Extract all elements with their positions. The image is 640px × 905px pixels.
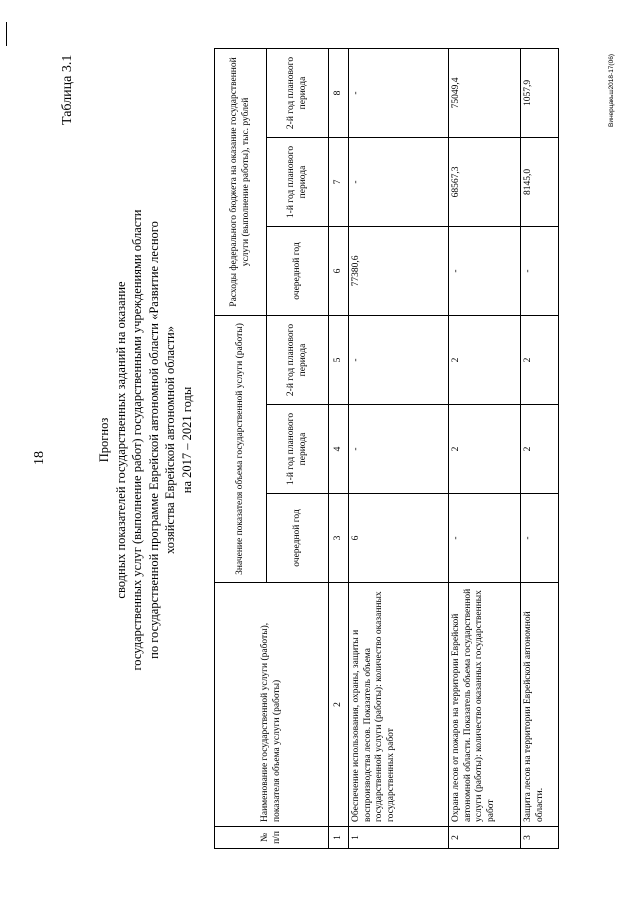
row-num: 1 — [349, 827, 449, 849]
header-sub: 1-й год планового периода — [267, 137, 329, 226]
row-value: - — [349, 405, 449, 494]
row-value: 2 — [521, 315, 559, 404]
index-cell: 7 — [329, 137, 349, 226]
row-value: 77380,6 — [349, 226, 449, 315]
index-cell: 3 — [329, 494, 349, 583]
row-value: 8145,0 — [521, 137, 559, 226]
row-value: 2 — [449, 315, 521, 404]
header-name: Наименование государственной услуги (работы), показателя объема услуги (работы) — [215, 583, 329, 827]
index-cell: 8 — [329, 48, 349, 137]
row-value: - — [349, 137, 449, 226]
forecast-table — [214, 48, 559, 849]
row-name: Защита лесов на территории Еврейской автономной области. — [521, 583, 559, 827]
row-name: Охрана лесов от пожаров на территории Еврейской автономной области. Показатель объема государственной услуги (работы): количество оказанных государственных работ — [449, 583, 521, 827]
row-num: 2 — [449, 827, 521, 849]
header-budget-group: Расходы федерального бюджета на оказание государственной услуги (выполнение работы), тыс. рублей — [215, 48, 267, 315]
row-num: 3 — [521, 827, 559, 849]
index-cell: 4 — [329, 405, 349, 494]
table-label: Таблица 3.1 — [60, 54, 75, 125]
index-cell: 6 — [329, 226, 349, 315]
row-value: - — [449, 494, 521, 583]
footer-code: Винерцакьш2018-17(06) — [608, 54, 615, 127]
heading-line: государственных услуг (выполнение работ) государственными учреждениями области — [130, 209, 144, 671]
row-value: 2 — [521, 405, 559, 494]
heading-line: на 2017 – 2021 годы — [179, 386, 194, 494]
header-sub: очередной год — [267, 226, 329, 315]
row-value: - — [521, 226, 559, 315]
row-value: 1057,9 — [521, 48, 559, 137]
header-sub: 2-й год планового периода — [267, 315, 329, 404]
header-sub: 1-й год планового периода — [267, 405, 329, 494]
header-sub: 2-й год планового периода — [267, 48, 329, 137]
row-value: 2 — [449, 405, 521, 494]
table-row — [349, 48, 449, 848]
row-value: - — [349, 48, 449, 137]
index-cell: 1 — [329, 827, 349, 849]
heading-line: по государственной программе Еврейской автономной области «Развитие лесного — [146, 221, 161, 659]
header-num: № п/п — [215, 827, 329, 849]
row-value: 75049,4 — [449, 48, 521, 137]
header-sub: очередной год — [267, 494, 329, 583]
table-row — [449, 48, 521, 848]
heading-line: сводных показателей государственных заданий на оказание — [113, 281, 128, 599]
table-row — [521, 48, 559, 848]
index-cell: 5 — [329, 315, 349, 404]
heading-title: Прогноз — [97, 417, 111, 463]
index-row — [329, 48, 349, 848]
index-cell: 2 — [329, 583, 349, 827]
header-volume-group: Значение показателя объема государственной услуги (работы) — [215, 315, 267, 582]
row-value: - — [349, 315, 449, 404]
row-name: Обеспечение использования, охраны, защиты и воспроизводства лесов. Показатель объема государственной услуги (работы): количество оказанных государственных работ — [349, 583, 449, 827]
row-value: 68567,3 — [449, 137, 521, 226]
row-value: - — [521, 494, 559, 583]
row-value: 6 — [349, 494, 449, 583]
page-number: 18 — [32, 451, 47, 465]
document-heading — [96, 205, 195, 675]
heading-line: хозяйства Еврейской автономной области» — [163, 326, 177, 554]
row-value: - — [449, 226, 521, 315]
